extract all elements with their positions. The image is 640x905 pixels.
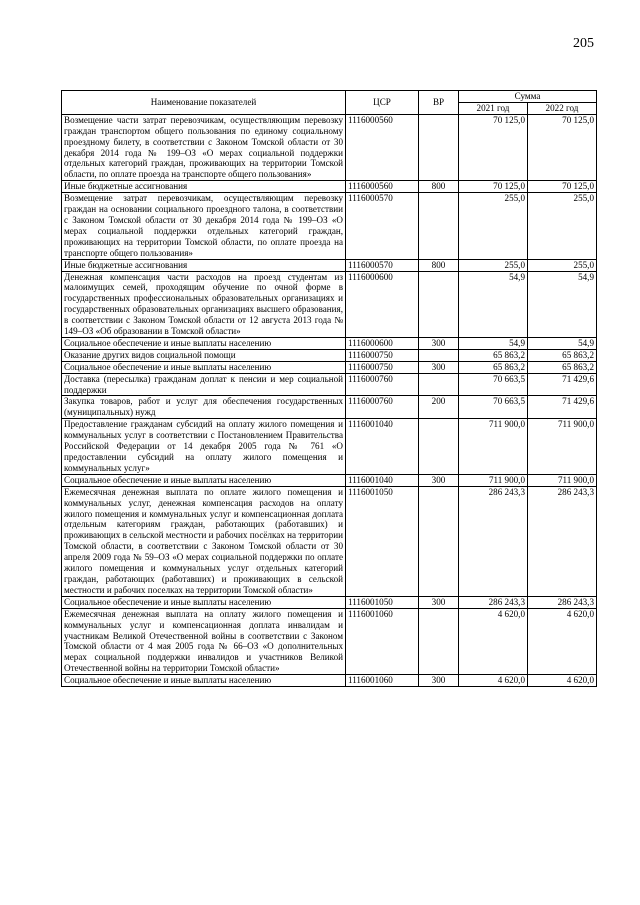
cell-sum-2021: 711 900,0 (459, 474, 528, 486)
cell-vr (419, 486, 459, 596)
cell-csr: 1116000600 (346, 271, 419, 337)
table-header (62, 91, 597, 115)
header-year-2022: 2022 год (528, 102, 597, 114)
cell-sum-2021: 711 900,0 (459, 419, 528, 475)
table-row (62, 486, 597, 596)
cell-csr: 1116001050 (346, 486, 419, 596)
header-csr: ЦСР (346, 91, 419, 115)
table-row (62, 114, 597, 180)
table-row (62, 675, 597, 687)
cell-sum-2021: 4 620,0 (459, 675, 528, 687)
cell-name: Ежемесячная денежная выплата по оплате жилого помещения и коммунальных услуг, денежная компенсация расходов на оплату жилого помещения и коммунальных услуг и компенсационная доплата отдельным категориям граждан, работающих (работавших) и проживающих в сельской местности и рабочих посёлках на территории Томской области, в соответствии с Законом Томской области от 30 апреля 2009 года № 59–ОЗ «О мерах социальной поддержки по оплате жилого помещения и коммунальных услуг отдельных категорий граждан, работающих (работавших) и проживающих в сельской местности и рабочих поселках на территории Томской области» (62, 486, 346, 596)
table-row (62, 259, 597, 271)
cell-name: Возмещение затрат перевозчикам, осуществляющим перевозку граждан на основании социального проездного талона, в соответствии с Законом Томской области от 30 декабря 2014 года № 199–ОЗ «О мерах социальной поддержки отдельных категорий граждан, проживающих на территории Томской области, по оплате проезда на транспорте общего пользования» (62, 193, 346, 259)
cell-sum-2022: 70 125,0 (528, 181, 597, 193)
cell-csr: 1116001050 (346, 596, 419, 608)
cell-name: Социальное обеспечение и иные выплаты населению (62, 675, 346, 687)
cell-vr (419, 271, 459, 337)
cell-sum-2021: 70 663,5 (459, 396, 528, 419)
table-row (62, 474, 597, 486)
cell-vr (419, 193, 459, 259)
cell-csr: 1116000750 (346, 349, 419, 361)
cell-vr: 300 (419, 337, 459, 349)
cell-sum-2022: 54,9 (528, 337, 597, 349)
cell-vr (419, 114, 459, 180)
cell-name: Социальное обеспечение и иные выплаты населению (62, 361, 346, 373)
budget-table (61, 90, 597, 687)
cell-csr: 1116000570 (346, 259, 419, 271)
cell-sum-2021: 255,0 (459, 259, 528, 271)
cell-csr: 1116000570 (346, 193, 419, 259)
table-row (62, 271, 597, 337)
cell-csr: 1116000760 (346, 396, 419, 419)
table-row (62, 608, 597, 674)
cell-vr: 300 (419, 596, 459, 608)
cell-sum-2021: 65 863,2 (459, 349, 528, 361)
cell-csr: 1116000760 (346, 373, 419, 396)
cell-vr: 300 (419, 675, 459, 687)
cell-sum-2022: 70 125,0 (528, 114, 597, 180)
cell-name: Доставка (пересылка) гражданам доплат к пенсии и мер социальной поддержки (62, 373, 346, 396)
page-number: 205 (573, 36, 594, 51)
cell-csr: 1116000560 (346, 181, 419, 193)
cell-sum-2022: 71 429,6 (528, 373, 597, 396)
cell-vr: 800 (419, 181, 459, 193)
cell-sum-2021: 286 243,3 (459, 596, 528, 608)
table-row (62, 181, 597, 193)
header-name: Наименование показателей (62, 91, 346, 115)
cell-sum-2021: 65 863,2 (459, 361, 528, 373)
table-row (62, 596, 597, 608)
cell-vr: 200 (419, 396, 459, 419)
cell-csr: 1116000750 (346, 361, 419, 373)
cell-csr: 1116000560 (346, 114, 419, 180)
cell-csr: 1116001040 (346, 419, 419, 475)
cell-name: Ежемесячная денежная выплата на оплату жилого помещения и коммунальных услуг и компенсационная доплата инвалидам и участникам Великой Отечественной войны в соответствии с Законом Томской области от 4 мая 2005 года № 66–ОЗ «О дополнительных мерах социальной поддержки инвалидов и участников Великой Отечественной войны на территории Томской области» (62, 608, 346, 674)
cell-vr (419, 419, 459, 475)
cell-name: Социальное обеспечение и иные выплаты населению (62, 337, 346, 349)
cell-name: Возмещение части затрат перевозчикам, осуществляющим перевозку граждан транспортом общего пользования по единому социальному проездному билету, в соответствии с Законом Томской области от 30 декабря 2014 года № 199–ОЗ «О мерах социальной поддержки отдельных категорий граждан, проживающих на территории Томской области, по оплате проезда на транспорте общего пользования» (62, 114, 346, 180)
header-sum: Сумма (459, 91, 597, 103)
cell-csr: 1116001060 (346, 608, 419, 674)
cell-csr: 1116000600 (346, 337, 419, 349)
cell-sum-2022: 255,0 (528, 259, 597, 271)
cell-sum-2022: 65 863,2 (528, 361, 597, 373)
table-row (62, 361, 597, 373)
cell-name: Оказание других видов социальной помощи (62, 349, 346, 361)
table-row (62, 396, 597, 419)
cell-sum-2022: 711 900,0 (528, 474, 597, 486)
cell-vr: 300 (419, 361, 459, 373)
cell-vr: 800 (419, 259, 459, 271)
cell-name: Закупка товаров, работ и услуг для обеспечения государственных (муниципальных) нужд (62, 396, 346, 419)
cell-vr (419, 373, 459, 396)
table-body (62, 114, 597, 686)
cell-sum-2021: 54,9 (459, 271, 528, 337)
cell-sum-2022: 255,0 (528, 193, 597, 259)
cell-csr: 1116001040 (346, 474, 419, 486)
cell-csr: 1116001060 (346, 675, 419, 687)
header-year-2021: 2021 год (459, 102, 528, 114)
header-vr: ВР (419, 91, 459, 115)
cell-sum-2022: 711 900,0 (528, 419, 597, 475)
cell-name: Иные бюджетные ассигнования (62, 181, 346, 193)
cell-sum-2021: 255,0 (459, 193, 528, 259)
cell-name: Иные бюджетные ассигнования (62, 259, 346, 271)
cell-sum-2021: 54,9 (459, 337, 528, 349)
cell-sum-2021: 70 125,0 (459, 181, 528, 193)
cell-vr (419, 349, 459, 361)
table-row (62, 419, 597, 475)
cell-sum-2022: 65 863,2 (528, 349, 597, 361)
table-row (62, 373, 597, 396)
cell-sum-2022: 54,9 (528, 271, 597, 337)
cell-name: Денежная компенсация части расходов на проезд студентам из малоимущих семей, проходящим обучение по очной форме в государственных профессиональных образовательных организациях и государственных образовательных организациях высшего образования, в соответствии с Законом Томской области от 12 августа 2013 года № 149–ОЗ «Об образовании в Томской области» (62, 271, 346, 337)
cell-vr: 300 (419, 474, 459, 486)
table-row (62, 337, 597, 349)
cell-sum-2022: 4 620,0 (528, 675, 597, 687)
cell-sum-2022: 4 620,0 (528, 608, 597, 674)
cell-name: Социальное обеспечение и иные выплаты населению (62, 596, 346, 608)
table-row (62, 349, 597, 361)
cell-sum-2022: 286 243,3 (528, 596, 597, 608)
cell-name: Социальное обеспечение и иные выплаты населению (62, 474, 346, 486)
cell-sum-2021: 286 243,3 (459, 486, 528, 596)
cell-vr (419, 608, 459, 674)
cell-name: Предоставление гражданам субсидий на оплату жилого помещения и коммунальных услуг в соответствии с Постановлением Правительства Российской Федерации от 14 декабря 2005 года № 761 «О предоставлении субсидий на оплату жилого помещения и коммунальных услуг» (62, 419, 346, 475)
cell-sum-2022: 286 243,3 (528, 486, 597, 596)
cell-sum-2021: 70 125,0 (459, 114, 528, 180)
cell-sum-2021: 4 620,0 (459, 608, 528, 674)
cell-sum-2022: 71 429,6 (528, 396, 597, 419)
cell-sum-2021: 70 663,5 (459, 373, 528, 396)
table-row (62, 193, 597, 259)
